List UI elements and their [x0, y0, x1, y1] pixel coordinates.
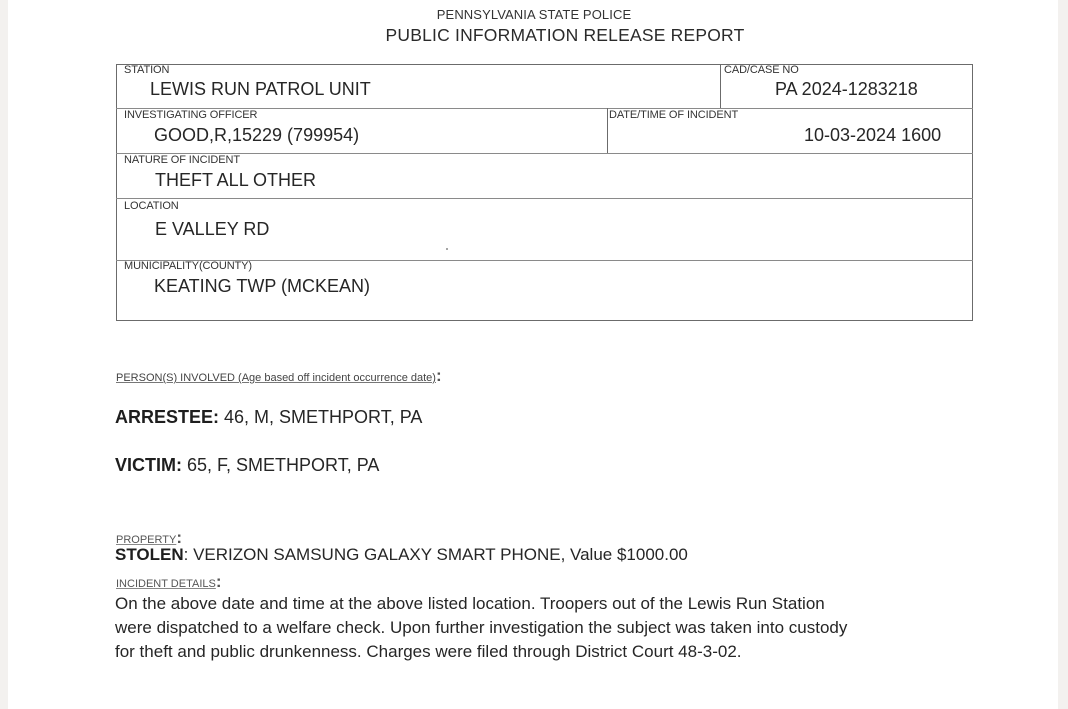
details-line: On the above date and time at the above listed location. Troopers out of the Lewis Run Station — [115, 594, 825, 613]
municipality-value: KEATING TWP (MCKEAN) — [154, 276, 371, 296]
property-description: : VERIZON SAMSUNG GALAXY SMART PHONE, Value $1000.00 — [183, 545, 688, 564]
municipality-label: MUNICIPALITY(COUNTY) — [124, 260, 252, 272]
datetime-value: 10-03-2024 1600 — [804, 125, 942, 145]
details-line: for theft and public drunkenness. Charges were filed through District Court 48-3-02. — [115, 642, 742, 661]
location-label: LOCATION — [124, 200, 179, 212]
person-victim — [115, 455, 379, 476]
persons-header-text: PERSON(S) INVOLVED (Age based off incident occurrence date) — [116, 372, 436, 384]
case-no-value: PA 2024-1283218 — [775, 79, 918, 99]
stolen-property-line — [115, 545, 688, 565]
scan-speck — [446, 248, 448, 250]
nature-value: THEFT ALL OTHER — [155, 170, 317, 190]
location-value: E VALLEY RD — [155, 219, 270, 239]
column-divider — [607, 108, 608, 153]
row-divider — [116, 198, 973, 199]
station-field — [124, 65, 169, 76]
row-divider — [116, 153, 973, 154]
case-no-label: CAD/CASE NO — [724, 64, 799, 76]
incident-details-body — [115, 592, 985, 664]
property-header-text: PROPERTY — [116, 534, 177, 546]
details-line: were dispatched to a welfare check. Upon further investigation the subject was taken into custody — [115, 618, 848, 637]
victim-details: 65, F, SMETHPORT, PA — [182, 455, 380, 475]
agency-name: PENNSYLVANIA STATE POLICE — [436, 7, 632, 22]
datetime-label: DATE/TIME OF INCIDENT — [609, 109, 739, 121]
property-status: STOLEN — [115, 545, 184, 564]
persons-header-colon: : — [435, 366, 442, 385]
officer-label: INVESTIGATING OFFICER — [124, 109, 258, 121]
column-divider — [720, 64, 721, 108]
report-title: PUBLIC INFORMATION RELEASE REPORT — [385, 25, 745, 45]
persons-involved-header — [116, 366, 442, 386]
incident-details-header — [116, 572, 222, 592]
incident-details-header-text: INCIDENT DETAILS — [116, 578, 216, 590]
station-label: STATION — [124, 64, 170, 76]
arrestee-details: 46, M, SMETHPORT, PA — [219, 407, 423, 427]
nature-label: NATURE OF INCIDENT — [124, 154, 240, 166]
arrestee-role: ARRESTEE: — [115, 407, 220, 427]
officer-value: GOOD,R,15229 (799954) — [154, 125, 360, 145]
incident-details-header-colon: : — [215, 572, 222, 591]
victim-role: VICTIM: — [115, 455, 182, 475]
station-value: LEWIS RUN PATROL UNIT — [150, 79, 371, 99]
property-header-colon: : — [176, 528, 182, 547]
person-arrestee — [115, 407, 422, 428]
